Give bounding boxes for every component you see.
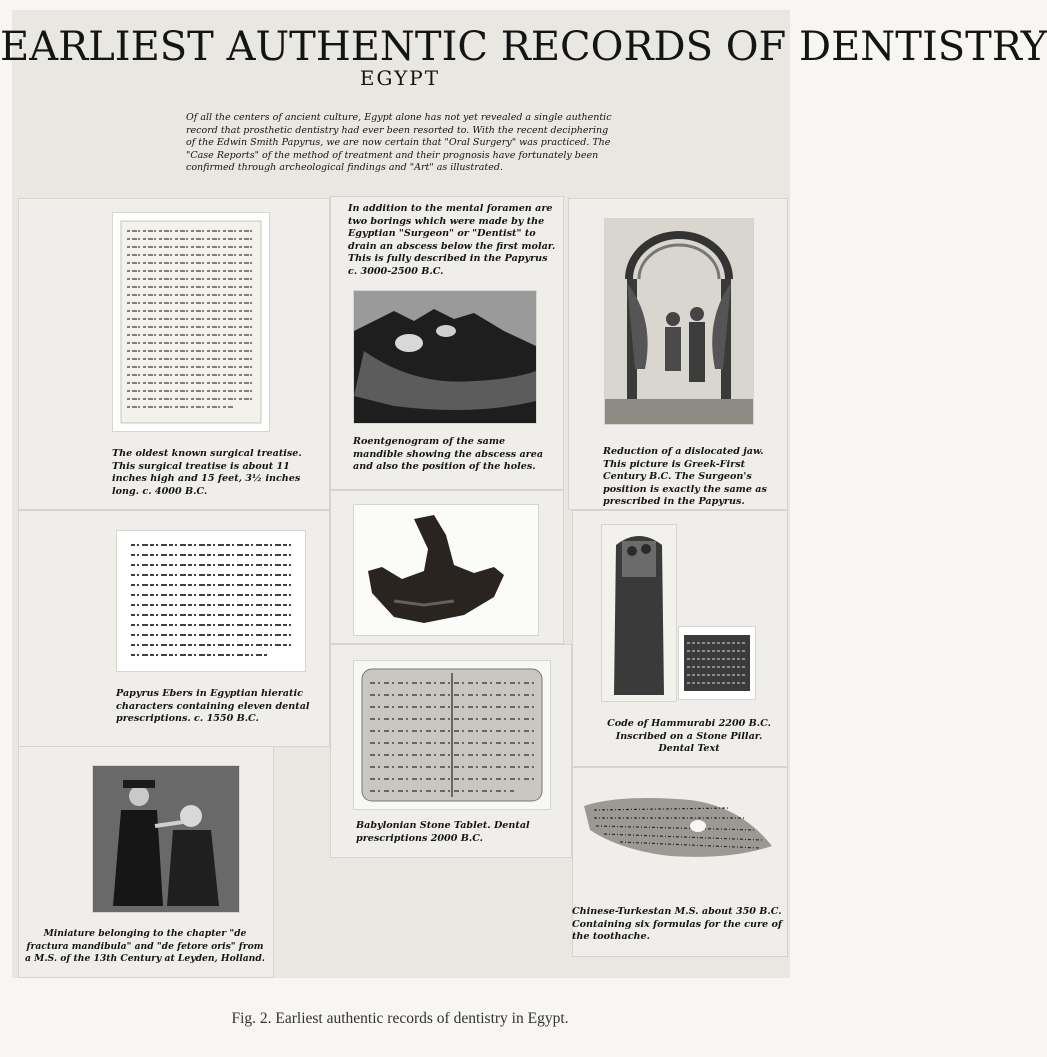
papyrus-smith-image	[112, 212, 270, 432]
babylonian-tablet-image	[353, 660, 551, 810]
papyrus-ebers-caption: Papyrus Ebers in Egyptian hieratic characters containing eleven dental prescriptions. c. 1550 B.C.	[116, 688, 310, 725]
figure-caption: Fig. 2. Earliest authentic records of dentistry in Egypt.	[231, 1010, 569, 1027]
hammurabi-caption: Code of Hammurabi 2200 B.C. Inscribed on a Stone Pillar. Dental Text	[607, 718, 771, 755]
mandible-bone	[354, 505, 538, 635]
medieval-miniature	[93, 766, 239, 912]
chinese-manuscript-image	[580, 786, 776, 876]
stone-pillar	[602, 525, 676, 701]
clay-tablet	[354, 661, 550, 809]
xray-jaw	[354, 291, 536, 423]
papyrus-smith-caption: The oldest known surgical treatise. This surgical treatise is about 11 inches high and 15 feet, 3½ inches long. c. 4000 B.C.	[112, 448, 302, 497]
mandible-image	[353, 504, 539, 636]
roentgenogram-caption: Roentgenogram of the same mandible showing the abscess area and also the position of the holes.	[353, 436, 544, 473]
intro-paragraph: Of all the centers of ancient culture, Egypt alone has not yet revealed a single authentic record that prosthetic dentistry had ever been resorted to. With the recent deciphering of the Edwin Smith Papyrus, we are now certain that "Oral Surgery" was practiced. The "Case Reports" of the method of treatment and their prognosis have fortunately been confirmed through archeological findings and "Art" as illustrated.	[186, 112, 612, 173]
babylonian-caption: Babylonian Stone Tablet. Dental prescriptions 2000 B.C.	[356, 820, 530, 844]
papyrus-smith-script	[113, 213, 269, 431]
chinese-caption: Chinese-Turkestan M.S. about 350 B.C. Containing six formulas for the cure of the toothache.	[572, 906, 782, 943]
hammurabi-pillar-image	[601, 524, 677, 702]
hammurabi-text-image	[678, 626, 756, 700]
mandible-description: In addition to the mental foramen are two borings which were made by the Egyptian "Surgeon" or "Dentist" to drain an abscess below the first molar. This is fully described in the Papyrus c. 3000-2500 B.C.	[348, 203, 556, 277]
cuneiform-text	[679, 627, 755, 699]
miniature-image	[92, 765, 240, 913]
page-title: EARLIEST AUTHENTIC RECORDS OF DENTISTRY	[0, 24, 1047, 70]
miniature-caption: Miniature belonging to the chapter "de fractura mandibula" and "de fetore oris" from a M.S. of the 13th Century at Leyden, Holland.	[25, 928, 265, 965]
ebers-script	[117, 531, 305, 671]
dislocated-jaw-caption: Reduction of a dislocated jaw. This picture is Greek-First Century B.C. The Surgeon's position is exactly the same as prescribed in the Papyrus.	[603, 446, 767, 508]
page-subtitle: EGYPT	[359, 66, 441, 90]
greek-painting	[605, 219, 753, 424]
papyrus-ebers-image	[116, 530, 306, 672]
manuscript-fragment	[580, 786, 776, 876]
dislocated-jaw-image	[604, 218, 754, 425]
roentgenogram-image	[353, 290, 537, 424]
